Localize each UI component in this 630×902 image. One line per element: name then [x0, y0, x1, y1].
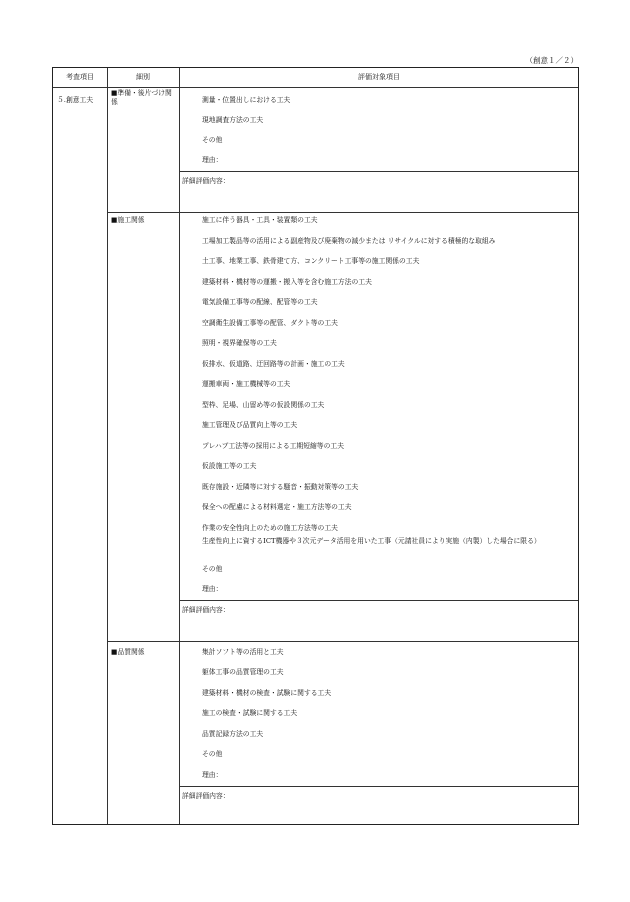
- list-item: 工場加工製品等の活用による副産物及び廃棄物の減少または リサイクルに対する積極的な取組み: [202, 237, 496, 245]
- list-item: 躯体工事の品質管理の工夫: [202, 668, 284, 676]
- list-item: 測量・位置出しにおける工夫: [202, 96, 291, 104]
- list-item: その他: [202, 136, 223, 144]
- list-item: その他: [202, 750, 223, 758]
- list-item: 電気設備工事等の配線、配管等の工夫: [202, 298, 318, 306]
- header-subcategory: 細別: [136, 73, 150, 81]
- list-item: 現地調査方法の工夫: [202, 116, 264, 124]
- detail-label: 詳細評価内容：: [182, 606, 230, 614]
- row-divider: [179, 171, 578, 172]
- list-item: 施工に伴う器具・工具・装置類の工夫: [202, 216, 318, 224]
- header-category: 考査項目: [66, 73, 94, 81]
- list-item: 集計ソフト等の活用と工夫: [202, 648, 284, 656]
- list-item: 仮設施工等の工夫: [202, 462, 257, 470]
- list-item: 照明・視界確保等の工夫: [202, 339, 277, 347]
- list-item: 作業の安全性向上のための施工方法等の工夫: [202, 524, 338, 532]
- reason-label: 理由：: [202, 585, 223, 593]
- list-item: 品質記録方法の工夫: [202, 730, 264, 738]
- detail-label: 詳細評価内容：: [182, 792, 230, 800]
- section-divider: [107, 212, 578, 213]
- column-divider: [179, 68, 180, 824]
- list-item: プレハブ工法等の採用による工期短縮等の工夫: [202, 442, 344, 450]
- list-item: 建築材料・機材等の運搬・搬入等を含む施工方法の工夫: [202, 278, 372, 286]
- page-number-label: （創意１／２）: [525, 56, 578, 65]
- list-item: 運搬車両・施工機械等の工夫: [202, 380, 291, 388]
- subcategory-label-preparation: ■準備・後片づけ関係: [111, 89, 172, 106]
- section-divider: [107, 641, 578, 642]
- category-label: ５.創意工夫: [57, 96, 94, 104]
- row-divider: [179, 786, 578, 787]
- list-item: 仮排水、仮道路、迂回路等の計画・施工の工夫: [202, 360, 345, 368]
- evaluation-form-table: [52, 67, 579, 825]
- reason-label: 理由：: [202, 156, 223, 164]
- list-item: 保全への配慮による材料選定・施工方法等の工夫: [202, 503, 352, 511]
- subcategory-label-construction: ■施工関係: [111, 216, 145, 224]
- list-item: 建築材料・機材の検査・試験に関する工夫: [202, 689, 332, 697]
- row-divider: [179, 600, 578, 601]
- list-item: 既存施設・近隣等に対する騒音・振動対策等の工夫: [202, 483, 359, 491]
- detail-label: 詳細評価内容：: [182, 177, 230, 185]
- subcategory-label-quality: ■品質関係: [111, 648, 145, 656]
- list-item: 施工の検査・試験に関する工夫: [202, 709, 298, 717]
- list-item: 土工事、地業工事、鉄骨建て方、コンクリート工事等の施工関係の工夫: [202, 257, 420, 265]
- header-divider: [53, 87, 578, 88]
- header-items: 評価対象項目: [358, 73, 400, 81]
- list-item: 空調衛生設備工事等の配管、ダクト等の工夫: [202, 319, 338, 327]
- list-item: その他: [202, 565, 223, 573]
- list-item: 生産性向上に資するICT機器や３次元データ活用を用いた工事（元請社員により実施（内製）した場合に限る）: [202, 537, 541, 545]
- column-divider: [107, 68, 108, 824]
- list-item: 施工管理及び品質向上等の工夫: [202, 421, 298, 429]
- reason-label: 理由：: [202, 771, 223, 779]
- list-item: 型枠、足場、山留め等の仮設関係の工夫: [202, 401, 325, 409]
